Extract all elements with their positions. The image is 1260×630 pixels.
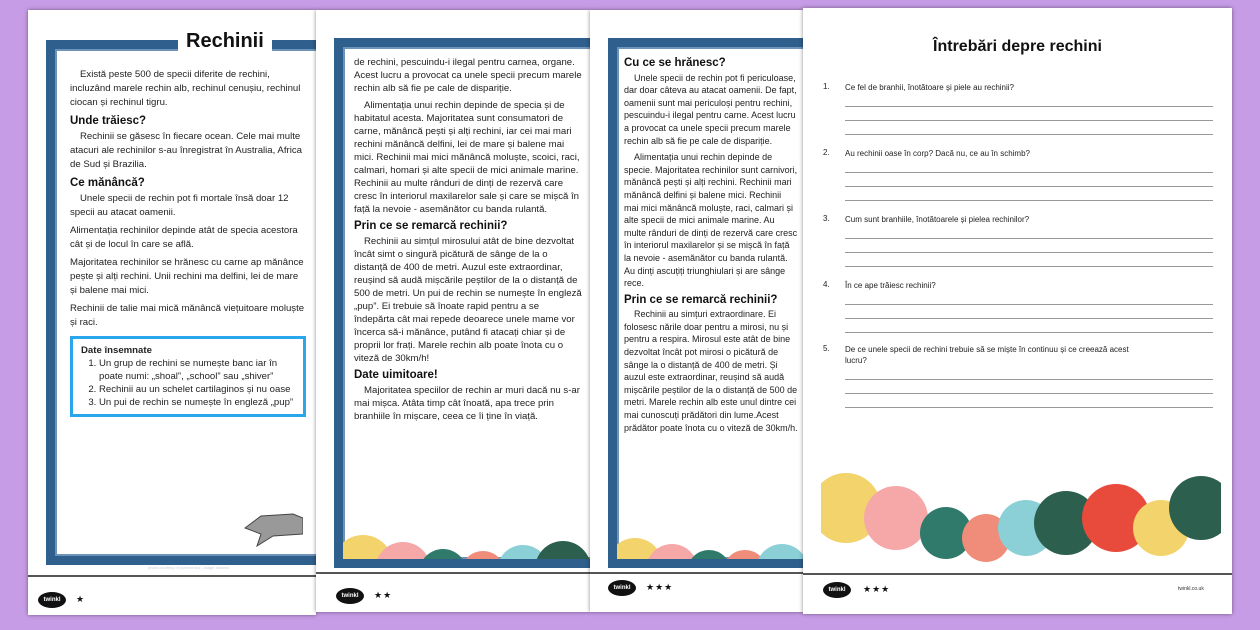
facts-list	[81, 357, 295, 409]
footer-divider	[316, 572, 590, 574]
paragraph: Rechinii se găsesc în fiecare ocean. Cele mai multe atacuri ale rechinilor s-au înregistrat în Australia, Africa de Sud și Brazilia.	[70, 131, 302, 170]
fact-item: 3. Un pui de rechin se numește în engleză „pup”	[99, 396, 295, 409]
answer-line[interactable]	[845, 266, 1213, 267]
heading: Prin ce se remarcă rechinii?	[354, 220, 508, 232]
paragraph: Rechinii au simțul mirosului atât de bine dezvoltat încât simt o singură picătură de sânge de la o distanță de 400 de metri. Auzul este extraordinar, reușind să audă mișcările peștilor de la o distanță de 500 de metri. Un pui de rechin se numește în engleză „pup”. Ei trebuie să înoate rapid pentru a se îndepărta cât mai repede deoarece unele mame vor încerca să-i mănânce, putând fi atacați chiar și de proprii lor frați. Marele rechin alb poate înota cu o viteză de 30km/h!	[354, 236, 582, 364]
coral-reef-illustration	[821, 448, 1221, 573]
heading: Unde trăiesc?	[70, 115, 147, 127]
twinkl-logo: twinkl	[38, 592, 66, 608]
fact-item: 2. Rechinii au un schelet cartilaginos și nu oase	[99, 383, 295, 396]
question-text: De ce unele specii de rechini trebuie să se miște în continuu și ce creează acest lucru?	[845, 345, 1129, 365]
paragraph: Alimentația unui rechin depinde de specie. Majoritatea rechinilor sunt carnivori, mănâncă pești și alți rechini. Rechinii mari mănâncă delfini și balene mici. Rechinii mai mici mănâncă moluște, raci, calmari și alte specii de mici animale marine. Au multe rânduri de dinți de rezervă care cresc în interiorul maxilarelor și se mișcă în față la nevoie - asemănător cu banda rulantă. Au dinți ascuțiți triunghiulari și are sânge rece.	[624, 152, 798, 289]
answer-line[interactable]	[845, 332, 1213, 333]
question-number: 4.	[823, 280, 830, 289]
paragraph: Majoritatea rechinilor se hrănesc cu carne ap mănânce pește și alți rechini. Unii rechini ma delfini, lei de mare și balene mai mici.	[70, 257, 304, 296]
paragraph: Unele specii de rechin pot fi periculoase, dar doar câteva au atacat oamenii. De fapt, oamenii sunt mai periculoși pentru rechini, pescuindu-i ilegal pentru carne. Acest lucru a provocat ca unele specii precum marele rechin alb să fie pe cale de dispariție.	[624, 72, 797, 146]
answer-line[interactable]	[845, 120, 1213, 121]
difficulty-stars: ★★★	[863, 584, 891, 594]
difficulty-stars: ★★	[374, 590, 393, 600]
credit-text: photo courtesy of (wikimedia) - usage allowed	[148, 565, 230, 570]
paragraph: Alimentația unui rechin depinde de specia și de habitatul acesta. Majoritatea sunt consumatori de carne, mănâncă pești și alți rechini, iar cei mai mari rechini mănâncă delfini, lei de mare și balene mai mici. Rechinii mai mici mănâncă moluște, scoici, raci, calmari, homari și alte specii de mici animale marine. Rechinii au multe rânduri de dinți de rezervă care cresc în interiorul maxilarelor sale și care se mișcă în față la nevoie - asemănător cu banda rulantă.	[354, 100, 580, 215]
question-text: Cum sunt branhiile, înotătoarele și pielea rechinilor?	[845, 215, 1030, 224]
worksheet-page-4	[803, 8, 1232, 614]
difficulty-stars: ★	[76, 594, 86, 604]
answer-line[interactable]	[845, 379, 1213, 380]
coral-reef-illustration	[343, 525, 590, 559]
footer-divider	[28, 575, 316, 577]
paragraph: Rechinii de talie mai mică mănâncă viețuitoare moluște și raci.	[70, 303, 305, 328]
answer-line[interactable]	[845, 200, 1213, 201]
paragraph: Majoritatea speciilor de rechin ar muri dacă nu s-ar mai mișca. Atâta timp cât înoată, apa trece prin branhiile în mișcare, ceea ce îi ține în viață.	[354, 385, 580, 422]
page-title: Întrebări depre rechini	[933, 38, 1102, 55]
paragraph: Unele specii de rechin pot fi mortale însă doar 12 specii au atacat oamenii.	[70, 193, 289, 218]
answer-line[interactable]	[845, 134, 1213, 135]
heading: Cu ce se hrănesc?	[624, 57, 726, 69]
twinkl-logo: twinkl	[336, 588, 364, 604]
shark-illustration	[243, 498, 303, 548]
coral-reef-illustration	[617, 532, 803, 559]
page-title: Rechinii	[178, 30, 272, 53]
question-text: Au rechinii oase în corp? Dacă nu, ce au în schimb?	[845, 149, 1030, 158]
question-number: 2.	[823, 148, 830, 157]
question-number: 3.	[823, 214, 830, 223]
worksheet-page-1	[28, 10, 316, 615]
answer-line[interactable]	[845, 186, 1213, 187]
question-item	[823, 280, 1213, 333]
twinkl-logo: twinkl	[608, 580, 636, 596]
facts-title: Date însemnate	[81, 345, 152, 356]
answer-line[interactable]	[845, 252, 1213, 253]
facts-box	[70, 336, 306, 417]
question-item	[823, 214, 1213, 267]
answer-line[interactable]	[845, 393, 1213, 394]
page-text	[624, 54, 798, 438]
paragraph: Există peste 500 de specii diferite de rechini, incluzând marele rechin alb, rechinul cenușiu, rechinul ciocan și rechinul tigru.	[70, 69, 301, 108]
question-number: 1.	[823, 82, 830, 91]
fact-item: 1. Un grup de rechini se numește banc iar în poate numi: „shoal”, „school” sau „shiver”	[99, 357, 295, 383]
answer-line[interactable]	[845, 106, 1213, 107]
difficulty-stars: ★★★	[646, 582, 674, 592]
page-text	[70, 68, 306, 417]
answer-line[interactable]	[845, 238, 1213, 239]
question-item	[823, 148, 1213, 201]
paragraph: Alimentația rechinilor depinde atât de specia acestora cât și de locul în care se află.	[70, 225, 298, 250]
question-text: Ce fel de branhii, înotătoare și piele au rechinii?	[845, 83, 1014, 92]
website-url[interactable]: twinkl.co.uk	[1178, 586, 1204, 592]
footer-divider	[590, 572, 803, 574]
answer-line[interactable]	[845, 318, 1213, 319]
answer-line[interactable]	[845, 304, 1213, 305]
twinkl-logo: twinkl	[823, 582, 851, 598]
answer-line[interactable]	[845, 172, 1213, 173]
heading: Prin ce se remarcă rechinii?	[624, 293, 778, 306]
answer-line[interactable]	[845, 407, 1213, 408]
question-number: 5.	[823, 344, 830, 353]
heading: Ce mănâncă?	[70, 177, 145, 189]
worksheet-page-3	[590, 10, 803, 612]
heading: Date uimitoare!	[354, 369, 438, 381]
question-item	[823, 82, 1213, 135]
footer-divider	[803, 573, 1232, 575]
paragraph: Rechinii au simțuri extraordinare. Ei folosesc nările doar pentru a mirosi, nu și pentru a respira. Mirosul este atât de bine dezvoltat încât pot mirosi o picătură de sânge la o distanță de 400 de metri. Și auzul este extraordinar, reușind să audă mișcările peștilor de la o distanță de 500 de metri. Marele rechin alb este unul dintre cei mai cunoscuți prădători din lume.Acest prădător poate înota cu o viteză de 30km/h.	[624, 309, 798, 433]
question-item	[823, 344, 1213, 408]
paragraph: de rechini, pescuindu-i ilegal pentru carnea, organe. Acest lucru a provocat ca unele specii precum marele rechin alb să fie pe cale de dispariție.	[354, 57, 582, 94]
page-text	[354, 56, 582, 427]
question-text: În ce ape trăiesc rechinii?	[845, 281, 936, 290]
worksheet-page-2	[316, 10, 590, 612]
